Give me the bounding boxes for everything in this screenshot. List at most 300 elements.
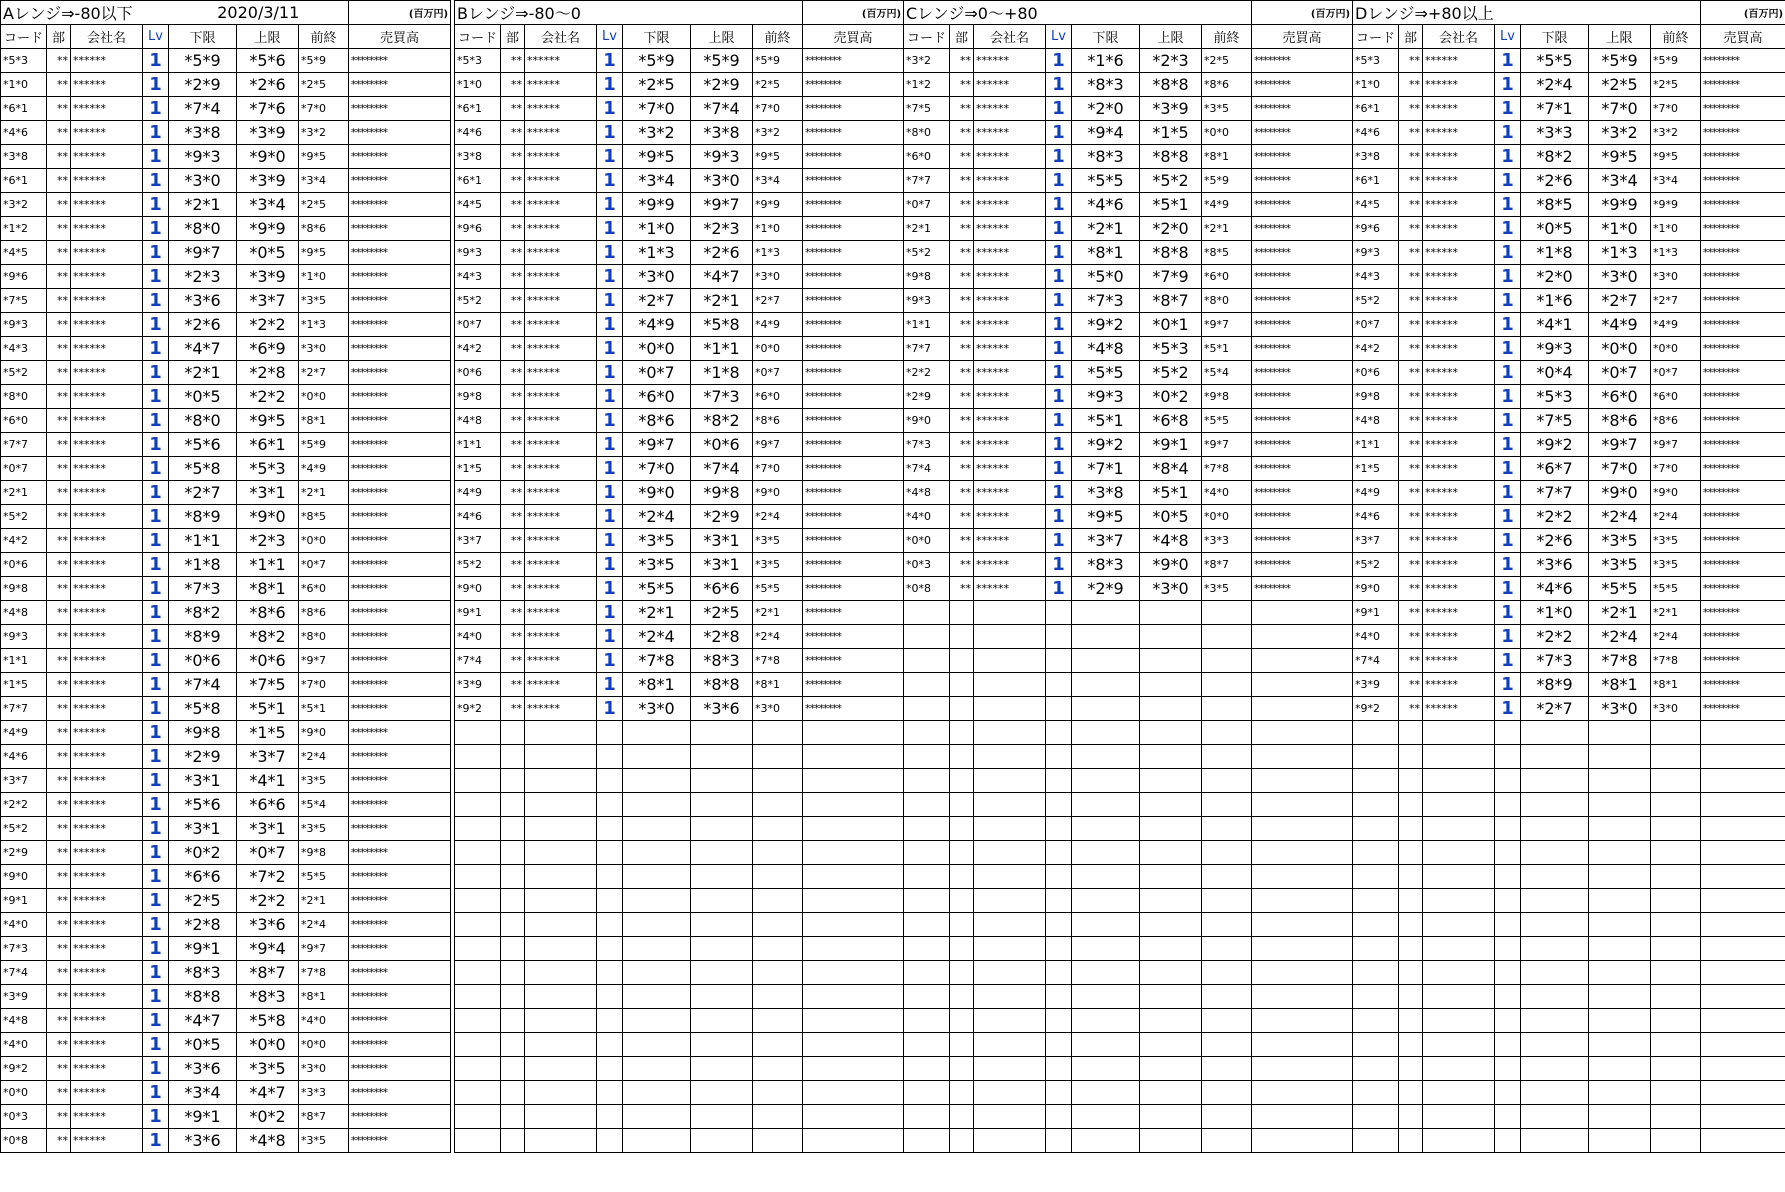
code-cell (1353, 1033, 1399, 1057)
company-cell: ****** (71, 73, 143, 97)
code-cell (904, 817, 950, 841)
code-cell: *4*8 (1, 601, 47, 625)
code-cell: *4*2 (1, 529, 47, 553)
volume-cell: ******** (1701, 361, 1785, 385)
dept-cell (501, 793, 525, 817)
volume-cell: ******** (1252, 313, 1353, 337)
lower-cell: *3*2 (623, 121, 691, 145)
prev-close-cell (753, 865, 803, 889)
code-cell (1353, 1081, 1399, 1105)
lv-cell (597, 889, 623, 913)
upper-cell: *7*2 (237, 865, 299, 889)
company-cell: ****** (974, 73, 1046, 97)
column-header: 前終 (299, 25, 349, 49)
upper-cell: *7*0 (1589, 457, 1651, 481)
lv-cell: 1 (1495, 337, 1521, 361)
volume-cell: ******** (349, 97, 451, 121)
company-cell: ****** (525, 169, 597, 193)
volume-cell (803, 769, 904, 793)
lv-cell: 1 (143, 649, 169, 673)
upper-cell (1589, 793, 1651, 817)
prev-close-cell (1651, 937, 1701, 961)
upper-cell: *3*9 (1140, 97, 1202, 121)
volume-cell: ******** (1701, 337, 1785, 361)
unit-label: (百万円) (349, 1, 451, 25)
column-header: Lv (597, 25, 623, 49)
upper-cell (1140, 649, 1202, 673)
dept-cell: ** (47, 649, 71, 673)
code-cell (904, 697, 950, 721)
company-cell (1423, 721, 1495, 745)
upper-cell: *2*2 (237, 385, 299, 409)
range-table (903, 0, 1353, 1153)
dept-cell (950, 1033, 974, 1057)
lv-cell: 1 (1495, 49, 1521, 73)
company-cell: ****** (71, 145, 143, 169)
prev-close-cell: *1*0 (753, 217, 803, 241)
company-cell: ****** (71, 457, 143, 481)
lv-cell (1046, 1033, 1072, 1057)
upper-cell: *3*0 (1589, 697, 1651, 721)
table-row (904, 337, 1353, 361)
upper-cell: *9*7 (691, 193, 753, 217)
lower-cell (1521, 1009, 1589, 1033)
column-header: 部 (501, 25, 525, 49)
volume-cell: ******** (1701, 625, 1785, 649)
lower-cell: *4*1 (1521, 313, 1589, 337)
upper-cell: *5*1 (237, 697, 299, 721)
dept-cell: ** (1399, 673, 1423, 697)
table-row (455, 649, 904, 673)
code-cell (1353, 1105, 1399, 1129)
upper-cell (1140, 1033, 1202, 1057)
volume-cell: ******** (349, 49, 451, 73)
dept-cell (1399, 793, 1423, 817)
company-cell: ****** (71, 97, 143, 121)
table-row (1353, 577, 1785, 601)
code-cell (1353, 1129, 1399, 1153)
company-cell: ****** (1423, 313, 1495, 337)
company-cell: ****** (974, 241, 1046, 265)
volume-cell (803, 1105, 904, 1129)
lv-cell: 1 (1046, 505, 1072, 529)
dept-cell (501, 745, 525, 769)
prev-close-cell: *3*5 (299, 769, 349, 793)
lv-cell: 1 (143, 1081, 169, 1105)
lv-cell: 1 (143, 1129, 169, 1153)
lv-cell: 1 (143, 1057, 169, 1081)
company-cell (525, 865, 597, 889)
upper-cell (1589, 1033, 1651, 1057)
prev-close-cell: *9*9 (1651, 193, 1701, 217)
code-cell: *4*0 (1, 1033, 47, 1057)
prev-close-cell: *3*5 (753, 553, 803, 577)
lv-cell (1495, 745, 1521, 769)
lv-cell (1046, 793, 1072, 817)
prev-close-cell (1202, 649, 1252, 673)
volume-cell: ******** (349, 985, 451, 1009)
dept-cell: ** (1399, 337, 1423, 361)
prev-close-cell (1651, 985, 1701, 1009)
lower-cell: *8*8 (169, 985, 237, 1009)
code-cell: *4*9 (1353, 481, 1399, 505)
lower-cell: *2*1 (1072, 217, 1140, 241)
dept-cell: ** (47, 289, 71, 313)
lv-cell: 1 (143, 289, 169, 313)
volume-cell: ******** (1252, 97, 1353, 121)
company-cell (974, 889, 1046, 913)
table-row (455, 529, 904, 553)
company-cell: ****** (71, 529, 143, 553)
lv-cell: 1 (1046, 193, 1072, 217)
lower-cell: *7*7 (1521, 481, 1589, 505)
dept-cell (501, 985, 525, 1009)
column-header: 会社名 (525, 25, 597, 49)
dept-cell: ** (501, 433, 525, 457)
table-row (904, 1009, 1353, 1033)
dept-cell: ** (1399, 577, 1423, 601)
dept-cell (1399, 937, 1423, 961)
code-cell (455, 841, 501, 865)
lower-cell: *8*1 (1072, 241, 1140, 265)
upper-cell (1140, 865, 1202, 889)
table-row (455, 985, 904, 1009)
lower-cell: *5*9 (169, 49, 237, 73)
prev-close-cell (753, 985, 803, 1009)
volume-cell: ******** (1701, 505, 1785, 529)
company-cell (525, 985, 597, 1009)
lower-cell: *9*9 (623, 193, 691, 217)
column-header: 会社名 (974, 25, 1046, 49)
lower-cell: *0*7 (623, 361, 691, 385)
company-cell: ****** (71, 961, 143, 985)
company-cell (974, 793, 1046, 817)
company-cell: ****** (1423, 73, 1495, 97)
lv-cell: 1 (597, 553, 623, 577)
upper-cell: *5*5 (1589, 577, 1651, 601)
volume-cell: ******** (803, 457, 904, 481)
volume-cell (1252, 1057, 1353, 1081)
lv-cell: 1 (143, 73, 169, 97)
lower-cell: *8*3 (1072, 145, 1140, 169)
upper-cell: *8*8 (1140, 241, 1202, 265)
lower-cell: *0*0 (623, 337, 691, 361)
lower-cell (1072, 817, 1140, 841)
dept-cell: ** (47, 169, 71, 193)
volume-cell (1701, 721, 1785, 745)
lower-cell (623, 1081, 691, 1105)
lower-cell: *2*7 (623, 289, 691, 313)
lower-cell (623, 889, 691, 913)
lower-cell: *1*8 (169, 553, 237, 577)
company-cell (1423, 1081, 1495, 1105)
table-row (1, 409, 451, 433)
lower-cell: *7*0 (623, 457, 691, 481)
unit-label: (百万円) (1701, 1, 1785, 25)
company-cell (525, 1081, 597, 1105)
volume-cell: ******** (803, 145, 904, 169)
upper-cell (1140, 1057, 1202, 1081)
table-row (1, 361, 451, 385)
company-cell: ****** (974, 337, 1046, 361)
prev-close-cell: *8*6 (299, 601, 349, 625)
company-cell (974, 721, 1046, 745)
lower-cell: *5*5 (623, 577, 691, 601)
table-row (455, 505, 904, 529)
column-header: 売買高 (1252, 25, 1353, 49)
upper-cell: *5*6 (237, 49, 299, 73)
dept-cell: ** (501, 265, 525, 289)
code-cell (904, 985, 950, 1009)
volume-cell (803, 1009, 904, 1033)
upper-cell (1140, 745, 1202, 769)
prev-close-cell: *4*0 (1202, 481, 1252, 505)
prev-close-cell: *6*0 (1651, 385, 1701, 409)
lv-cell (1495, 1129, 1521, 1153)
company-cell: ****** (974, 577, 1046, 601)
upper-cell (691, 817, 753, 841)
prev-close-cell: *2*4 (1651, 505, 1701, 529)
volume-cell: ******** (349, 289, 451, 313)
upper-cell: *3*1 (237, 481, 299, 505)
volume-cell (803, 841, 904, 865)
lv-cell (597, 1009, 623, 1033)
code-cell: *3*2 (1, 193, 47, 217)
lower-cell (1521, 745, 1589, 769)
company-cell: ****** (1423, 49, 1495, 73)
lv-cell: 1 (1046, 337, 1072, 361)
upper-cell (1140, 889, 1202, 913)
volume-cell: ******** (803, 49, 904, 73)
company-cell: ****** (71, 625, 143, 649)
upper-cell: *1*5 (237, 721, 299, 745)
company-cell (974, 817, 1046, 841)
lv-cell: 1 (1495, 145, 1521, 169)
company-cell: ****** (71, 481, 143, 505)
upper-cell: *2*4 (1589, 505, 1651, 529)
table-row (904, 865, 1353, 889)
lv-cell: 1 (1495, 553, 1521, 577)
volume-cell: ******** (349, 1057, 451, 1081)
code-cell: *1*5 (455, 457, 501, 481)
prev-close-cell: *3*2 (753, 121, 803, 145)
column-header: コード (904, 25, 950, 49)
upper-cell: *7*3 (691, 385, 753, 409)
upper-cell (1140, 769, 1202, 793)
lower-cell: *3*0 (623, 697, 691, 721)
company-cell (525, 793, 597, 817)
upper-cell: *4*8 (1140, 529, 1202, 553)
company-cell: ****** (71, 553, 143, 577)
table-row (455, 961, 904, 985)
upper-cell: *3*4 (237, 193, 299, 217)
lower-cell: *0*5 (169, 385, 237, 409)
lower-cell: *2*6 (1521, 169, 1589, 193)
lv-cell (1495, 817, 1521, 841)
code-cell (1353, 769, 1399, 793)
dept-cell: ** (950, 433, 974, 457)
table-row (1353, 193, 1785, 217)
code-cell: *7*3 (1, 937, 47, 961)
lv-cell: 1 (597, 97, 623, 121)
lv-cell: 1 (1046, 313, 1072, 337)
volume-cell (803, 793, 904, 817)
upper-cell: *4*7 (691, 265, 753, 289)
dept-cell (950, 1081, 974, 1105)
code-cell: *0*0 (1, 1081, 47, 1105)
code-cell: *4*0 (1, 913, 47, 937)
table-row (1353, 361, 1785, 385)
lower-cell: *5*6 (169, 793, 237, 817)
lv-cell: 1 (143, 265, 169, 289)
volume-cell (1701, 913, 1785, 937)
lower-cell: *6*0 (623, 385, 691, 409)
table-row (455, 745, 904, 769)
prev-close-cell (1651, 817, 1701, 841)
table-row (1353, 697, 1785, 721)
code-cell: *0*7 (904, 193, 950, 217)
table-row (455, 913, 904, 937)
dept-cell (950, 601, 974, 625)
prev-close-cell: *4*0 (299, 1009, 349, 1033)
lv-cell: 1 (1495, 121, 1521, 145)
lv-cell (597, 841, 623, 865)
company-cell: ****** (525, 529, 597, 553)
company-cell: ****** (974, 289, 1046, 313)
company-cell: ****** (974, 313, 1046, 337)
upper-cell (1589, 1081, 1651, 1105)
upper-cell: *6*1 (237, 433, 299, 457)
company-cell (525, 1129, 597, 1153)
company-cell: ****** (525, 577, 597, 601)
volume-cell (1252, 625, 1353, 649)
lv-cell: 1 (1046, 97, 1072, 121)
upper-cell (691, 1081, 753, 1105)
table-row (904, 553, 1353, 577)
dept-cell: ** (950, 361, 974, 385)
lv-cell: 1 (143, 937, 169, 961)
code-cell: *9*3 (1353, 241, 1399, 265)
code-cell (455, 721, 501, 745)
column-header: 部 (950, 25, 974, 49)
dept-cell (950, 1009, 974, 1033)
prev-close-cell (1202, 889, 1252, 913)
table-row (904, 625, 1353, 649)
lower-cell: *8*2 (169, 601, 237, 625)
dept-cell: ** (47, 457, 71, 481)
prev-close-cell: *0*0 (299, 529, 349, 553)
upper-cell: *7*6 (237, 97, 299, 121)
table-row (1, 697, 451, 721)
volume-cell: ******** (1701, 49, 1785, 73)
lower-cell (623, 793, 691, 817)
lower-cell: *2*0 (1521, 265, 1589, 289)
company-cell: ****** (71, 697, 143, 721)
upper-cell (691, 865, 753, 889)
code-cell: *1*5 (1, 673, 47, 697)
prev-close-cell: *7*8 (1651, 649, 1701, 673)
prev-close-cell: *7*0 (753, 457, 803, 481)
prev-close-cell: *0*0 (299, 1033, 349, 1057)
upper-cell (1589, 1129, 1651, 1153)
table-row (904, 673, 1353, 697)
table-row (455, 289, 904, 313)
code-cell (904, 673, 950, 697)
table-row (1, 217, 451, 241)
table-row (1353, 1105, 1785, 1129)
volume-cell (1252, 1129, 1353, 1153)
table-row (1, 553, 451, 577)
dept-cell (501, 841, 525, 865)
upper-cell (1140, 937, 1202, 961)
code-cell: *7*7 (1, 697, 47, 721)
code-cell: *5*2 (455, 553, 501, 577)
prev-close-cell: *9*5 (299, 241, 349, 265)
table-row (904, 721, 1353, 745)
lower-cell: *9*5 (1072, 505, 1140, 529)
dept-cell (1399, 889, 1423, 913)
dept-cell: ** (950, 577, 974, 601)
lower-cell: *3*6 (1521, 553, 1589, 577)
code-cell: *5*2 (455, 289, 501, 313)
dept-cell: ** (47, 193, 71, 217)
lv-cell: 1 (597, 457, 623, 481)
lower-cell: *6*6 (169, 865, 237, 889)
volume-cell: ******** (349, 1129, 451, 1153)
code-cell (904, 721, 950, 745)
lower-cell: *8*5 (1521, 193, 1589, 217)
volume-cell: ******** (349, 1105, 451, 1129)
volume-cell: ******** (1701, 409, 1785, 433)
table-row (1, 193, 451, 217)
code-cell (455, 1129, 501, 1153)
lv-cell: 1 (143, 49, 169, 73)
upper-cell (691, 889, 753, 913)
volume-cell: ******** (1701, 457, 1785, 481)
dept-cell: ** (47, 1033, 71, 1057)
code-cell: *0*0 (904, 529, 950, 553)
upper-cell (1589, 961, 1651, 985)
prev-close-cell: *5*5 (1202, 409, 1252, 433)
company-cell (1423, 1129, 1495, 1153)
volume-cell: ******** (349, 745, 451, 769)
table-row (455, 433, 904, 457)
lv-cell (597, 1105, 623, 1129)
company-cell (1423, 913, 1495, 937)
column-header: Lv (143, 25, 169, 49)
code-cell: *9*0 (1, 865, 47, 889)
code-cell (455, 1033, 501, 1057)
company-cell: ****** (71, 289, 143, 313)
prev-close-cell: *3*4 (299, 169, 349, 193)
dept-cell: ** (1399, 505, 1423, 529)
dept-cell: ** (47, 841, 71, 865)
company-cell: ****** (71, 121, 143, 145)
prev-close-cell: *9*7 (1202, 313, 1252, 337)
volume-cell: ******** (349, 577, 451, 601)
code-cell: *9*2 (1353, 697, 1399, 721)
prev-close-cell: *9*0 (299, 721, 349, 745)
company-cell (974, 1081, 1046, 1105)
code-cell: *4*8 (904, 481, 950, 505)
lv-cell: 1 (1046, 289, 1072, 313)
lower-cell (623, 961, 691, 985)
upper-cell (1140, 1105, 1202, 1129)
column-header: コード (455, 25, 501, 49)
lv-cell (597, 937, 623, 961)
lv-cell (1046, 697, 1072, 721)
table-row (904, 265, 1353, 289)
